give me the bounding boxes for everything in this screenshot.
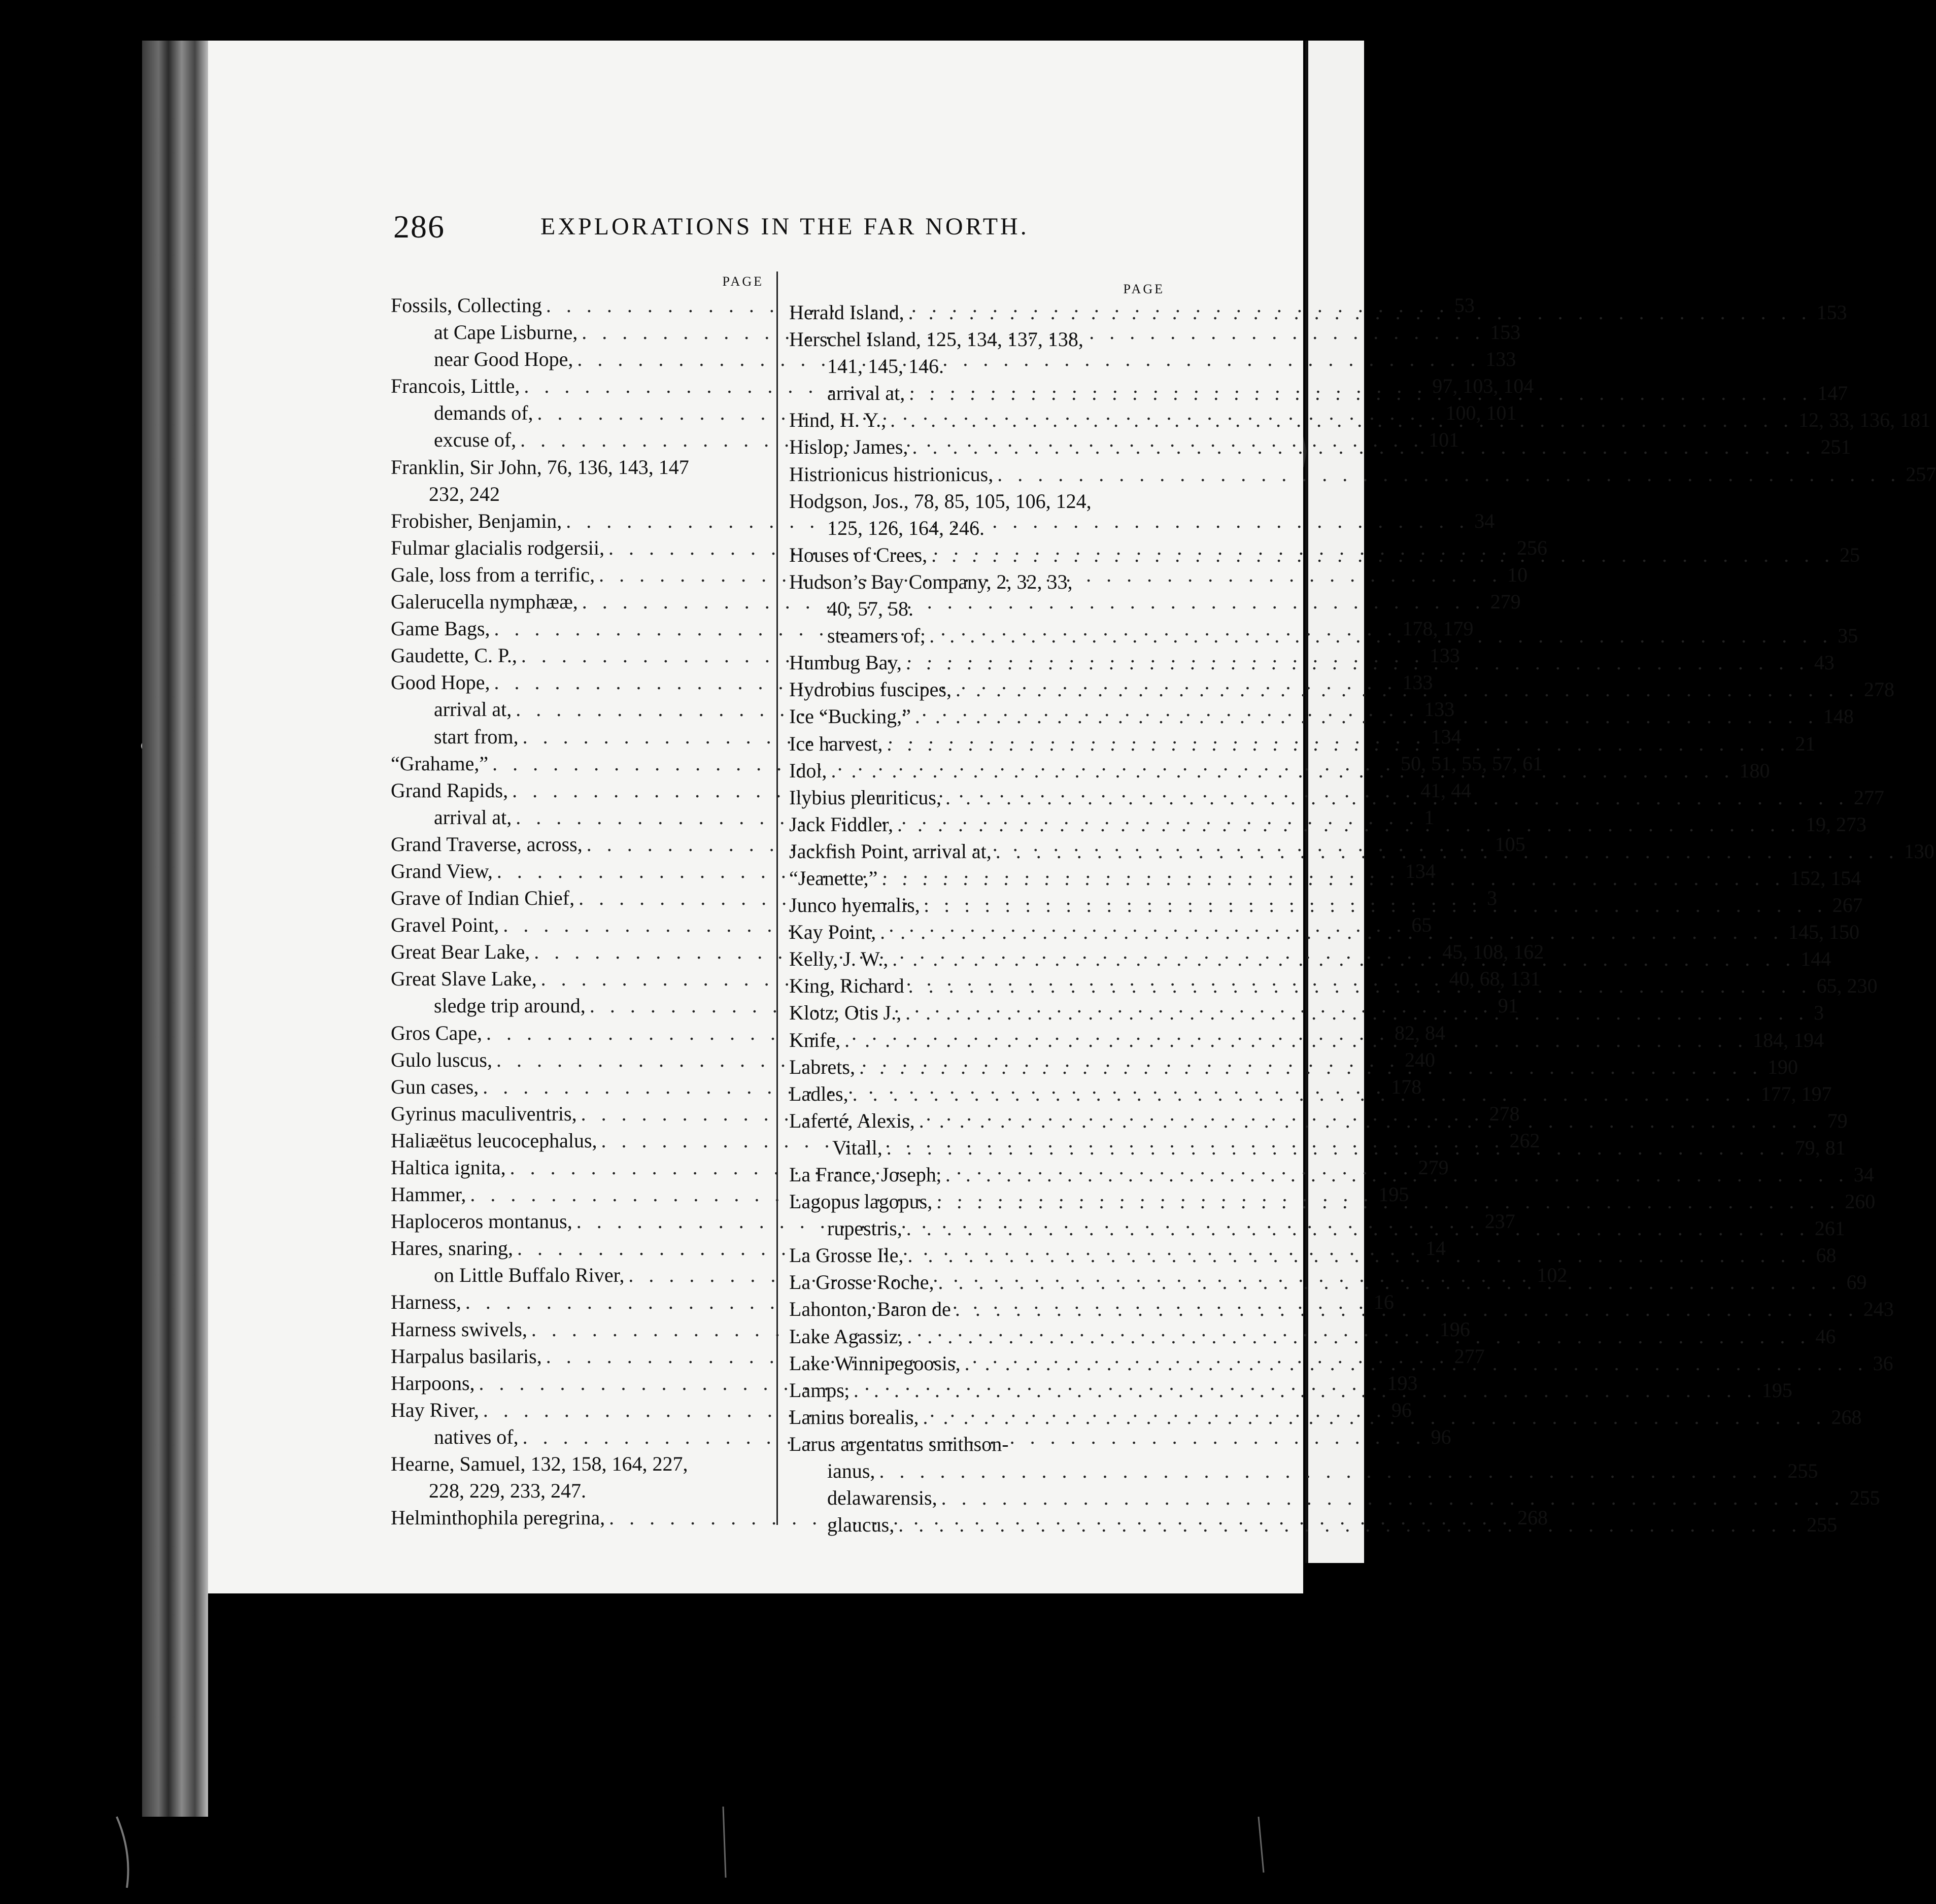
index-entry-pages: 68 — [1816, 1244, 1837, 1267]
index-entry-term: Gyrinus maculiventris, — [391, 1102, 577, 1125]
index-entry-term: La Grosse Ile, — [789, 1244, 904, 1267]
index-entry-pages: 133 — [1424, 698, 1455, 721]
index-entry-term: Histrionicus histrionicus, — [789, 462, 994, 486]
index-entry-term: ianus, — [827, 1459, 875, 1483]
index-entry-pages: 152, 154 — [1790, 866, 1861, 890]
index-entry-term: Ice “Bucking,” — [789, 705, 911, 728]
index-entry — [789, 568, 1165, 595]
index-entry-term: Harness swivels, — [391, 1317, 527, 1341]
dot-leader — [888, 945, 1795, 972]
index-entry-term: Galerucella nymphææ, — [391, 590, 578, 614]
index-entry-pages: 96 — [1391, 1398, 1412, 1421]
index-entry-term: Houses of Crees, — [789, 543, 928, 566]
index-entry-pages: 82, 84 — [1394, 1021, 1445, 1044]
index-entry — [789, 353, 1165, 380]
index-entry-term: Grand Traverse, across, — [391, 832, 583, 856]
index-entry-pages: 36 — [1873, 1351, 1893, 1375]
index-entry-term: Great Bear Lake, — [391, 940, 530, 964]
index-entry-term: Great Slave Lake, — [391, 967, 537, 991]
index-entry — [789, 595, 1165, 622]
index-entry-term: Grave of Indian Chief, — [391, 887, 575, 910]
index-entry-term: Lake Agassiz, — [789, 1324, 903, 1348]
index-entry-pages: 184, 194 — [1753, 1028, 1824, 1051]
index-entry-term: 141, 145, 146. — [827, 355, 944, 378]
index-entry — [391, 1477, 764, 1504]
dot-leader — [904, 972, 1812, 999]
index-entry-pages: 237 — [1484, 1210, 1515, 1233]
dot-leader — [951, 1296, 1858, 1322]
index-entry-term: Haliæëtus leucocephalus, — [391, 1129, 597, 1152]
index-entry-term: Jack Fiddler, — [789, 812, 894, 836]
index-entry-pages: 255 — [1849, 1486, 1880, 1510]
page-number: 286 — [393, 209, 445, 245]
dot-leader — [941, 1161, 1849, 1188]
dot-leader — [905, 380, 1812, 406]
index-entry-term: Gravel Point, — [391, 913, 499, 937]
index-entry-term: Haploceros montanus, — [391, 1210, 572, 1233]
index-entry-pages: 133 — [1485, 348, 1516, 371]
index-entry-pages: 69 — [1846, 1271, 1867, 1294]
index-entry-pages: 278 — [1863, 678, 1894, 701]
index-entry-pages: 178 — [1391, 1075, 1422, 1098]
index-entry-term: Harness, — [391, 1290, 461, 1314]
dot-leader — [827, 757, 1734, 784]
index-entry-pages: 10 — [1507, 563, 1528, 586]
index-entry-pages: 190 — [1767, 1055, 1798, 1078]
index-entry-term: Ladles, — [789, 1082, 848, 1105]
index-entry-term: Haltica ignita, — [391, 1156, 506, 1179]
index-entry — [789, 892, 1863, 919]
index-entry-pages: 144 — [1801, 947, 1831, 971]
index-entry-term: La Grosse Roche, — [789, 1271, 934, 1294]
dot-leader — [992, 838, 1899, 865]
dot-leader — [882, 1134, 1790, 1161]
index-entry-pages: 193 — [1387, 1371, 1418, 1395]
index-entry-pages: 19, 273 — [1806, 812, 1867, 836]
index-entry-pages: 25 — [1840, 543, 1860, 566]
dot-leader — [993, 461, 1900, 488]
index-entry-term: Lagopus lagopus, — [789, 1190, 933, 1213]
index-entry-pages: 251 — [1820, 435, 1851, 459]
index-entry-pages: 91 — [1498, 994, 1518, 1017]
index-entry-pages: 43 — [1814, 651, 1835, 674]
index-entry-pages: 268 — [1831, 1405, 1862, 1429]
index-entry-term: Kay Point, — [789, 921, 876, 944]
index-entry-pages: 100, 101 — [1445, 401, 1517, 425]
index-entry-pages: 14 — [1425, 1237, 1446, 1260]
index-entry-term: Hammer, — [391, 1183, 466, 1206]
index-entry — [789, 1457, 1818, 1484]
dot-leader — [927, 541, 1835, 568]
dot-leader — [875, 1457, 1782, 1484]
index-entry-pages: 1 — [1424, 805, 1435, 829]
dot-leader — [850, 1377, 1757, 1404]
index-entry-pages: 65, 230 — [1816, 974, 1878, 998]
index-entry-term: Ice harvest, — [789, 732, 883, 755]
index-entry-pages: 134 — [1405, 859, 1436, 882]
dot-leader — [840, 1027, 1748, 1053]
index-entry-pages: 243 — [1863, 1298, 1894, 1321]
index-entry — [789, 299, 1847, 326]
dot-leader — [908, 433, 1815, 460]
index-entry-term: start from, — [434, 725, 519, 748]
index-entry-pages: 134 — [1431, 725, 1462, 748]
dot-leader — [961, 1350, 1868, 1377]
dot-leader — [855, 1053, 1762, 1080]
index-entry-pages: 40, 68, 131 — [1449, 967, 1541, 991]
index-entry-term: Hudson’s Bay Company, 2, 32, 33, — [789, 570, 1073, 593]
index-entry-term: steamers of, — [827, 624, 926, 648]
dot-leader — [894, 1511, 1802, 1538]
index-entry-term: rupestris, — [827, 1217, 902, 1240]
dot-leader — [925, 622, 1832, 649]
index-entry-term: Grand Rapids, — [391, 778, 508, 802]
index-entry-pages: 255 — [1807, 1513, 1838, 1537]
index-entry-pages: 133 — [1429, 644, 1460, 667]
index-entry-term: Labrets, — [789, 1055, 855, 1078]
index-entry-term: Herald Island, — [789, 301, 904, 324]
index-entry-term: Ilybius pleuriticus, — [789, 786, 941, 809]
index-entry — [391, 1450, 764, 1477]
index-entry-pages: 145, 150 — [1788, 921, 1860, 944]
index-entry-pages: 278 — [1489, 1102, 1520, 1125]
dot-leader — [882, 730, 1790, 757]
index-entry-term: Humbug Bay, — [789, 651, 902, 674]
index-entry-term: 40, 57, 58. — [827, 597, 913, 621]
index-entry-pages: 279 — [1418, 1156, 1449, 1179]
dot-leader — [937, 1484, 1845, 1511]
index-entry-term: 228, 229, 233, 247. — [429, 1479, 586, 1503]
index-entry-term: Lake Winnipegoosis, — [789, 1351, 961, 1375]
index-entry-term: Laferté, Alexis, — [789, 1109, 915, 1132]
index-entry-term: Larus argentatus smithson- — [789, 1432, 1009, 1455]
index-entry-term: 125, 126, 164, 246. — [827, 516, 984, 539]
dot-leader — [886, 406, 1793, 433]
index-entry-pages: 79 — [1827, 1109, 1848, 1132]
index-entry-term: Lamps, — [789, 1378, 850, 1402]
index-entry-term: King, Richard — [789, 974, 904, 998]
index-entry — [391, 481, 764, 507]
index-entry-term: Hares, snaring, — [391, 1237, 514, 1260]
index-entry-pages: 41, 44 — [1420, 778, 1472, 802]
index-entry — [789, 515, 1165, 541]
dot-leader — [952, 676, 1859, 703]
index-entry-term: Junco hyemalis, — [789, 894, 920, 917]
index-entry-term: Herschel Island, 125, 134, 137, 138, — [789, 328, 1083, 351]
index-entry — [789, 1484, 1880, 1511]
index-entry-term: Gun cases, — [391, 1075, 479, 1098]
index-entry-term: Hind, H. Y., — [789, 409, 887, 432]
index-entry-pages: 53 — [1454, 294, 1475, 317]
dot-leader — [902, 1215, 1810, 1242]
dot-leader — [919, 1404, 1826, 1431]
index-entry-term: La France, Joseph, — [789, 1163, 941, 1186]
index-entry — [789, 326, 1165, 353]
dot-leader — [893, 811, 1801, 838]
index-entry-term: Hislop, James, — [789, 435, 908, 459]
index-entry-pages: 148 — [1823, 705, 1854, 728]
index-entry-pages: 195 — [1378, 1183, 1409, 1206]
index-entry-term: excuse of, — [434, 428, 517, 452]
index-entry-term: Hay River, — [391, 1398, 479, 1421]
index-entry-term: Jackfish Point, arrival at, — [789, 839, 992, 863]
index-entry-term: Hydrobius fuscipes, — [789, 678, 952, 701]
index-entry-pages: 34 — [1474, 509, 1495, 532]
index-entry-pages: 35 — [1838, 624, 1858, 648]
index-entry-pages: 267 — [1832, 894, 1863, 917]
index-entry-pages: 46 — [1815, 1324, 1836, 1348]
index-entry-term: Franklin, Sir John, 76, 136, 143, 147 — [391, 455, 689, 479]
index-entry-pages: 3 — [1487, 887, 1498, 910]
index-entry-term: near Good Hope, — [434, 348, 573, 371]
index-entry-pages: 153 — [1490, 321, 1521, 344]
dot-leader — [876, 919, 1783, 945]
index-entry-term: Knife, — [789, 1028, 841, 1051]
index-entry-term: Klotz, Otis J., — [789, 1001, 902, 1025]
index-entry-pages: 257 — [1906, 462, 1936, 486]
index-entry-pages: 262 — [1509, 1129, 1540, 1152]
index-entry-pages: 130 — [1904, 839, 1934, 863]
index-entry — [391, 454, 764, 481]
dot-leader — [915, 1107, 1822, 1134]
index-entry-pages: 260 — [1845, 1190, 1876, 1213]
dot-leader — [911, 703, 1818, 730]
index-entry-term: arrival at, — [434, 698, 512, 721]
index-entry-pages: 101 — [1429, 428, 1459, 452]
index-entry-pages: 97, 103, 104 — [1432, 375, 1534, 398]
index-entry-pages: 102 — [1537, 1264, 1568, 1287]
index-entry-pages: 65 — [1411, 913, 1432, 937]
dot-leader — [920, 892, 1827, 919]
index-entry-pages: 147 — [1817, 382, 1848, 405]
index-entry-pages: 16 — [1373, 1290, 1394, 1314]
index-entry-term: Lahonton, Baron de — [789, 1298, 951, 1321]
index-entry-pages: 256 — [1517, 536, 1548, 559]
index-entry-pages: 255 — [1787, 1459, 1818, 1483]
index-entry — [789, 461, 1936, 488]
index-entry-term: Idol, — [789, 759, 827, 782]
index-entry-term: Fossils, Collecting — [391, 294, 542, 317]
page-column-label: PAGE — [722, 274, 764, 289]
index-entry-pages: 177, 197 — [1760, 1082, 1832, 1105]
dot-leader — [941, 784, 1849, 811]
index-entry — [789, 488, 1165, 515]
index-entry-term: Fulmar glacialis rodgersii, — [391, 536, 605, 559]
dot-leader — [877, 865, 1785, 892]
index-entry-pages: 268 — [1517, 1506, 1548, 1529]
index-entry-pages: 178, 179 — [1402, 617, 1474, 640]
index-entry-term: Good Hope, — [391, 671, 490, 694]
running-head: EXPLORATIONS IN THE FAR NORTH. — [540, 213, 1029, 240]
index-entry-pages: 195 — [1761, 1378, 1792, 1402]
index-entry-pages: 277 — [1454, 1344, 1485, 1368]
index-entry-term: Kelly, J. W., — [789, 947, 889, 971]
index-entry-pages: 12, 33, 136, 181 — [1798, 409, 1931, 432]
index-entry-pages: 133 — [1402, 671, 1433, 694]
index-entry-term: Harpoons, — [391, 1371, 475, 1395]
dot-leader — [901, 999, 1809, 1026]
index-entry — [789, 811, 1867, 838]
index-entry-term: Lanius borealis, — [789, 1405, 919, 1429]
index-entry-term: on Little Buffalo River, — [434, 1264, 625, 1287]
index-entry-term: “Grahame,” — [391, 752, 489, 775]
index-entry-term: natives of, — [434, 1425, 519, 1448]
index-entry-pages: 21 — [1795, 732, 1816, 755]
index-entry-pages: 180 — [1739, 759, 1770, 782]
index-entry-term: Frobisher, Benjamin, — [391, 509, 562, 532]
index-entry-term: Harpalus basilaris, — [391, 1344, 542, 1368]
index-entry-term: Gros Cape, — [391, 1021, 482, 1044]
dot-leader — [932, 1188, 1840, 1215]
index-entry-term: Vitall, — [832, 1136, 882, 1159]
index-entry-pages: 34 — [1853, 1163, 1874, 1186]
dot-leader — [903, 1323, 1810, 1350]
dot-leader — [904, 299, 1812, 326]
index-entry-term: Gulo luscus, — [391, 1048, 492, 1071]
dot-leader — [902, 649, 1809, 676]
index-entry-pages: 240 — [1405, 1048, 1435, 1071]
index-entry-term: at Cape Lisburne, — [434, 321, 578, 344]
index-entry-pages: 50, 51, 55, 57, 61 — [1401, 752, 1543, 775]
dot-leader — [903, 1242, 1811, 1269]
index-entry-term: Game Bags, — [391, 617, 490, 640]
index-entry-pages: 196 — [1439, 1317, 1470, 1341]
index-entry-pages: 3 — [1814, 1001, 1824, 1025]
index-entry-pages: 45, 108, 162 — [1442, 940, 1544, 964]
index-entry-term: Hodgson, Jos., 78, 85, 105, 106, 124, — [789, 489, 1092, 513]
index-entry-term: Helminthophila peregrina, — [391, 1506, 605, 1529]
dot-leader — [934, 1269, 1841, 1296]
index-entry-term: sledge trip around, — [434, 994, 586, 1017]
index-entry-term: 232, 242 — [429, 482, 500, 505]
index-entry-term: Francois, Little, — [391, 375, 520, 398]
page-column-label: PAGE — [1123, 282, 1165, 296]
index-entry-term: Gaudette, C. P., — [391, 644, 517, 667]
index-entry-pages: 96 — [1431, 1425, 1451, 1448]
index-entry-pages: 153 — [1816, 301, 1847, 324]
index-entry-term: Hearne, Samuel, 132, 158, 164, 227, — [391, 1452, 688, 1476]
index-entry-pages: 79, 81 — [1794, 1136, 1846, 1159]
index-entry-pages: 279 — [1490, 590, 1521, 614]
index-entry-term: demands of, — [434, 401, 533, 425]
index-entry-term: arrival at, — [434, 805, 512, 829]
index-entry-term: arrival at, — [827, 382, 905, 405]
index-entry-term: Grand View, — [391, 859, 493, 882]
index-entry-term: “Jeanette,” — [789, 866, 878, 890]
index-entry-term: glaucus, — [827, 1513, 895, 1537]
dot-leader — [848, 1080, 1756, 1107]
index-entry-pages: 277 — [1853, 786, 1884, 809]
book-page-edges — [142, 41, 208, 1817]
index-entry-term: delawarensis, — [827, 1486, 937, 1510]
index-entry-term: Gale, loss from a terrific, — [391, 563, 595, 586]
index-entry-pages: 261 — [1814, 1217, 1845, 1240]
index-entry-pages: 105 — [1495, 832, 1525, 856]
index-entry — [789, 1431, 1165, 1457]
